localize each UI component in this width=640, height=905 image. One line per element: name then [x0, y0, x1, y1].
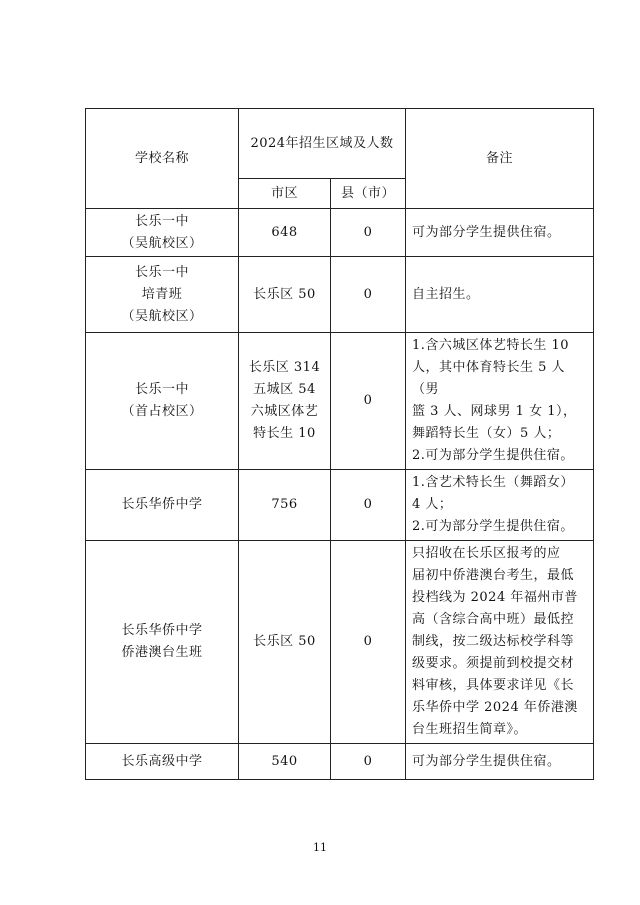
header-row	[86, 109, 594, 179]
city-quota-cell	[239, 744, 331, 780]
table-row	[86, 333, 594, 470]
school-name-cell-line: （吴航校区）	[121, 308, 203, 324]
remarks-cell-line: 4 人；	[412, 497, 453, 512]
county-quota-cell: 0	[331, 541, 406, 744]
table-row	[86, 209, 594, 257]
table-row	[86, 541, 594, 744]
header-remarks: 备注	[406, 109, 594, 209]
school-name-cell-line: 长乐一中	[134, 213, 189, 229]
school-name-cell-line: 培青班	[141, 286, 183, 302]
county-quota-cell: 0	[331, 744, 406, 780]
remarks-cell-line: 自主招生。	[412, 286, 480, 302]
remarks-cell-line: 2.可为部分学生提供住宿。	[412, 448, 574, 463]
enrollment-table	[85, 108, 594, 780]
city-quota-cell	[239, 209, 331, 257]
city-quota-cell-line: 648	[271, 224, 298, 240]
city-quota-cell-line: 长乐区 314	[248, 360, 321, 375]
remarks-cell-line: 高（含综合高中班）最低控	[412, 612, 575, 627]
remarks-cell	[406, 470, 594, 541]
header-city: 市区	[239, 179, 331, 209]
school-name-cell-line: （吴航校区）	[121, 235, 203, 251]
city-quota-cell-line: 长乐区 50	[253, 634, 316, 649]
city-quota-cell-line: 长乐区 50	[253, 286, 316, 302]
remarks-cell-line: 制线，按二级达标校学科等	[412, 634, 575, 649]
school-name-cell-line: （首占校区）	[121, 404, 203, 419]
remarks-cell-line: 2.可为部分学生提供住宿。	[412, 519, 574, 534]
remarks-cell-line: 台生班招生简章》。	[412, 722, 528, 737]
school-name-cell-line: 侨港澳台生班	[121, 645, 203, 660]
county-quota-cell: 0	[331, 470, 406, 541]
county-quota-cell: 0	[331, 333, 406, 470]
school-name-cell-line: 长乐华侨中学	[121, 623, 203, 638]
table-row	[86, 744, 594, 780]
school-name-cell-line: 长乐高级中学	[121, 753, 203, 769]
remarks-cell-line: 篮 3 人、网球男 1 女 1），	[412, 404, 577, 419]
remarks-cell-line: 料审核，具体要求详见《长	[412, 678, 575, 693]
county-quota-cell: 0	[331, 257, 406, 333]
header-enrollment: 2024年招生区域及人数	[239, 109, 406, 179]
header-school-name: 学校名称	[86, 109, 239, 209]
city-quota-cell	[239, 257, 331, 333]
school-name-cell-line: 长乐一中	[134, 264, 189, 280]
header-county: 县（市）	[331, 179, 406, 209]
remarks-cell-line: 只招收在长乐区报考的应	[412, 546, 561, 561]
school-name-cell	[86, 333, 239, 470]
remarks-cell	[406, 541, 594, 744]
school-name-cell-line: 长乐一中	[134, 382, 189, 397]
remarks-cell-line: 可为部分学生提供住宿。	[412, 753, 561, 769]
remarks-cell-line: 人，其中体育特长生 5 人（男	[412, 360, 566, 397]
table-row	[86, 470, 594, 541]
table-row	[86, 257, 594, 333]
remarks-cell-line: 乐华侨中学 2024 年侨港澳	[412, 700, 578, 715]
school-name-cell	[86, 209, 239, 257]
remarks-cell	[406, 744, 594, 780]
page-number: 11	[313, 841, 327, 854]
county-quota-cell: 0	[331, 209, 406, 257]
remarks-cell-line: 1.含艺术特长生（舞蹈女）	[412, 475, 574, 490]
remarks-cell	[406, 209, 594, 257]
remarks-cell-line: 1.含六城区体艺特长生 10	[412, 338, 570, 353]
remarks-cell-line: 舞蹈特长生（女）5 人；	[412, 426, 561, 441]
city-quota-cell-line: 540	[271, 753, 298, 769]
city-quota-cell-line: 756	[271, 497, 298, 512]
school-name-cell	[86, 470, 239, 541]
remarks-cell-line: 级要求。须提前到校提交材	[412, 656, 575, 671]
remarks-cell-line: 届初中侨港澳台考生，最低	[412, 568, 575, 583]
remarks-cell	[406, 257, 594, 333]
remarks-cell-line: 投档线为 2024 年福州市普	[412, 590, 578, 605]
city-quota-cell	[239, 333, 331, 470]
city-quota-cell-line: 五城区 54	[253, 382, 316, 397]
city-quota-cell	[239, 470, 331, 541]
table-body	[86, 209, 594, 780]
remarks-cell-line: 可为部分学生提供住宿。	[412, 224, 561, 240]
city-quota-cell-line: 六城区体艺	[250, 404, 319, 419]
school-name-cell	[86, 257, 239, 333]
school-name-cell-line: 长乐华侨中学	[121, 497, 203, 512]
city-quota-cell-line: 特长生 10	[253, 426, 316, 441]
school-name-cell	[86, 541, 239, 744]
remarks-cell	[406, 333, 594, 470]
school-name-cell	[86, 744, 239, 780]
city-quota-cell	[239, 541, 331, 744]
